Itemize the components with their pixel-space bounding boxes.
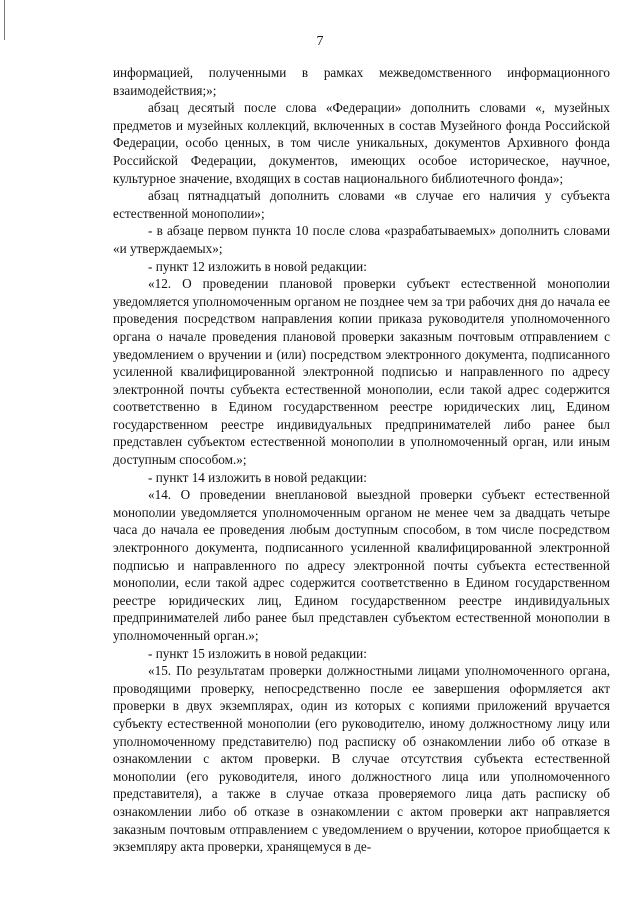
paragraph: абзац пятнадцатый дополнить словами «в случае его наличия у субъекта естественной монополии»;	[113, 188, 610, 221]
page-number: 7	[316, 34, 324, 49]
paragraph: - пункт 14 изложить в новой редакции:	[148, 469, 367, 485]
paragraph: - пункт 15 изложить в новой редакции:	[148, 645, 367, 661]
paragraph: - в абзаце первом пункта 10 после слова «разрабатываемых» дополнить словами «и утверждаемых»;	[113, 223, 610, 256]
paragraph: информацией, полученными в рамках межведомственного информационного взаимодействия;»;	[113, 65, 610, 98]
paragraph: - пункт 12 изложить в новой редакции:	[148, 258, 367, 274]
paragraph: «12. О проведении плановой проверки субъект естественной монополии уведомляется уполномоченным органом не позднее чем за три рабочих дня до начала ее проведения посредством направления копии приказа руководителя уполномоченного органа о начале проведения плановой проверки заказным почтовым отправлением с уведомлением о вручении и (или) посредством электронного документа, подписанного усиленной квалифицированной электронной подписью и направленного по адресу электронной почты субъекта естественной монополии, если такой адрес содержится соответственно в Едином государственном реестре юридических лиц, Едином государственном реестре индивидуальных предпринимателей либо ранее был представлен субъектом естественной монополии в уполномоченный орган, или иным доступным способом.»;	[113, 276, 610, 468]
paragraph: «14. О проведении внеплановой выездной проверки субъект естественной монополии уведомляется уполномоченным органом не менее чем за двадцать четыре часа до начала ее проведения любым доступным способом, в том числе посредством электронного документа, подписанного усиленной квалифицированной электронной подписью и направленного по адресу электронной почты субъекта естественной монополии, если такой адрес содержится соответственно в Едином государственном реестре юридических лиц, Едином государственном реестре индивидуальных предпринимателей либо ранее был представлен субъектом естественной монополии в уполномоченный орган.»;	[113, 487, 610, 643]
paragraph: абзац десятый после слова «Федерации» дополнить словами «, музейных предметов и музейных коллекций, включенных в состав Музейного фонда Российской Федерации, особо ценных, в том числе уникальных, документов Архивного фонда Российской Федерации, документов, имеющих особое историческое, научное, культурное значение, входящих в состав национального библиотечного фонда»;	[113, 100, 610, 186]
paragraph: «15. По результатам проверки должностными лицами уполномоченного органа, проводящими проверку, непосредственно после ее завершения оформляется акт проверки в двух экземплярах, один из которых с копиями приложений вручается субъекту естественной монополии (его руководителю, иному должностному лицу или уполномоченному представителю) под расписку об ознакомлении либо об отказе в ознакомлении с актом проверки. В случае отсутствия субъекта естественной монополии (его руководителя, иного должностного лица или уполномоченного представителя), а также в случае отказа проверяемого лица дать расписку об ознакомлении либо об отказе в ознакомлении с актом проверки акт направляется заказным почтовым отправлением с уведомлением о вручении, которое приобщается к экземпляру акта проверки, хранящемуся в де-	[113, 663, 610, 855]
document-body	[113, 64, 610, 856]
